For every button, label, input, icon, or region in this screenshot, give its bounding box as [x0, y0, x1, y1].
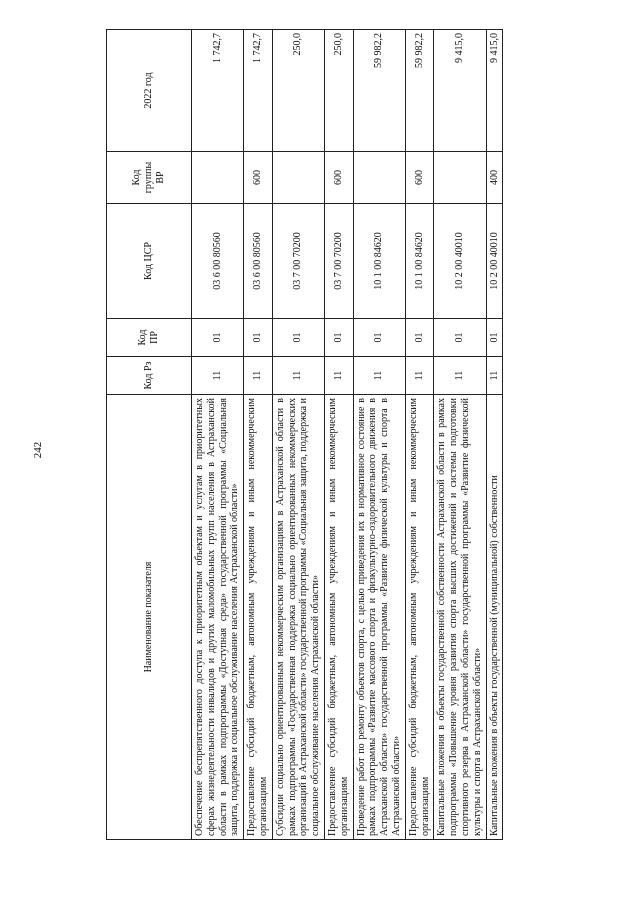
row-name: Предоставление субсидий бюджетным, автономным учреждениям и иным некоммерческим организациям	[244, 395, 273, 840]
row-amount: 9 415,0	[434, 30, 486, 152]
row-vr: 400	[486, 152, 503, 204]
row-pr: 01	[405, 319, 434, 357]
row-name: Капитальные вложения в объекты государственной собственности Астраханской области в рамках подпрограммы «Повышение уровня развития спорта высших достижений и системы подготовки спортивного резерва в Астраханской области» государственной программы «Развитие физической культуры и спорта в Астраханской области»	[434, 395, 486, 840]
table-header-row	[107, 30, 192, 840]
row-vr: 600	[324, 152, 353, 204]
row-amount: 59 982,2	[353, 30, 405, 152]
row-pr: 01	[486, 319, 503, 357]
row-amount: 250,0	[324, 30, 353, 152]
row-rz: 11	[434, 357, 486, 395]
table-row	[272, 30, 324, 840]
row-csr: 03 7 00 70200	[324, 204, 353, 319]
row-rz: 11	[405, 357, 434, 395]
row-pr: 01	[324, 319, 353, 357]
row-csr: 10 1 00 84620	[405, 204, 434, 319]
row-csr: 10 2 00 40010	[434, 204, 486, 319]
row-rz: 11	[192, 357, 244, 395]
table-row	[324, 30, 353, 840]
table-row	[486, 30, 503, 840]
row-csr: 03 6 00 80560	[192, 204, 244, 319]
row-vr	[434, 152, 486, 204]
budget-table	[106, 29, 503, 840]
row-rz: 11	[324, 357, 353, 395]
row-amount: 9 415,0	[486, 30, 503, 152]
table-row	[434, 30, 486, 840]
table-row	[353, 30, 405, 840]
row-name: Субсидии социально ориентированным некоммерческим организациям в Астраханской области в рамках подпрограммы «Государственная поддержка социально ориентированных некоммерческих организаций в Астраханской области» государственной программы «Социальная защита, поддержка и социальное обслуживание населения Астраханской области»	[272, 395, 324, 840]
row-name: Капитальные вложения в объекты государственной (муниципальной) собственности	[486, 395, 503, 840]
row-rz: 11	[272, 357, 324, 395]
header-pr: Код ПР	[107, 319, 192, 357]
row-pr: 01	[353, 319, 405, 357]
row-amount: 250,0	[272, 30, 324, 152]
row-pr: 01	[244, 319, 273, 357]
row-name: Проведение работ по ремонту объектов спорта, с целью приведения их в нормативное состояние в рамках подпрограммы «Развитие массового спорта и физкультурно-оздоровительного движения в Астраханской области» государственной программы «Развитие физической культуры и спорта в Астраханской области»	[353, 395, 405, 840]
row-pr: 01	[434, 319, 486, 357]
row-csr: 03 6 00 80560	[244, 204, 273, 319]
row-vr	[272, 152, 324, 204]
header-rz: Код Рз	[107, 357, 192, 395]
row-rz: 11	[353, 357, 405, 395]
page-number: 242	[32, 441, 44, 459]
row-csr: 10 1 00 84620	[353, 204, 405, 319]
row-csr: 10 2 00 40010	[486, 204, 503, 319]
rotated-table-container	[106, 30, 626, 840]
row-name: Обеспечение беспрепятственного доступа к приоритетным объектам и услугам в приоритетных сферах жизнедеятельности инвалидов и других маломобильных групп населения в Астраханской области в рамках подпрограммы «Доступная среда» государственной программы «Социальная защита, поддержка и социальное обслуживание населения Астраханской области»	[192, 395, 244, 840]
header-name: Наименование показателя	[107, 395, 192, 840]
table-row	[405, 30, 434, 840]
table-row	[244, 30, 273, 840]
header-csr: Код ЦСР	[107, 204, 192, 319]
row-vr: 600	[405, 152, 434, 204]
row-rz: 11	[486, 357, 503, 395]
row-csr: 03 7 00 70200	[272, 204, 324, 319]
row-name: Предоставление субсидий бюджетным, автономным учреждениям и иным некоммерческим организациям	[324, 395, 353, 840]
row-pr: 01	[272, 319, 324, 357]
row-vr: 600	[244, 152, 273, 204]
row-amount: 1 742,7	[244, 30, 273, 152]
row-amount: 59 982,2	[405, 30, 434, 152]
row-rz: 11	[244, 357, 273, 395]
table-row	[192, 30, 244, 840]
row-name: Предоставление субсидий бюджетным, автономным учреждениям и иным некоммерческим организациям	[405, 395, 434, 840]
row-amount: 1 742,7	[192, 30, 244, 152]
row-pr: 01	[192, 319, 244, 357]
row-vr	[353, 152, 405, 204]
row-vr	[192, 152, 244, 204]
header-amount: 2022 год	[107, 30, 192, 152]
header-vr: Код группы ВР	[107, 152, 192, 204]
